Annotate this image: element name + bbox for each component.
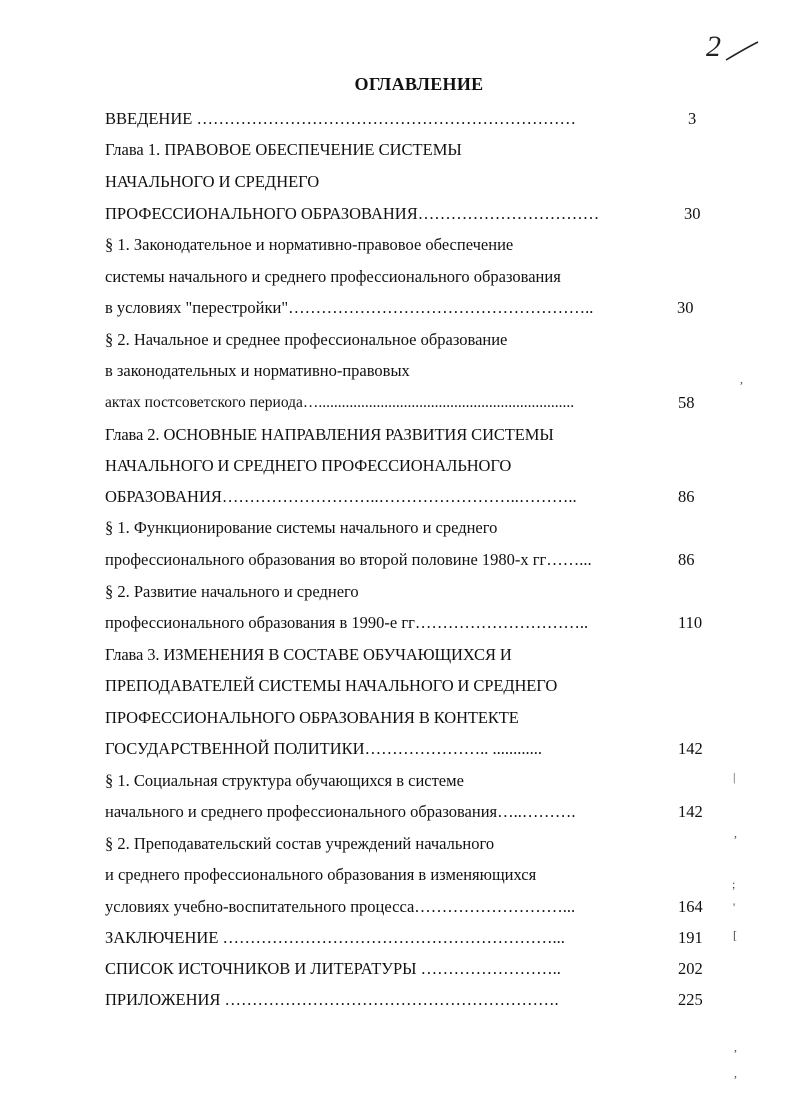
scan-mark: , bbox=[734, 1066, 737, 1080]
toc-line: НАЧАЛЬНОГО И СРЕДНЕГО ПРОФЕССИОНАЛЬНОГО bbox=[105, 456, 512, 475]
toc-line: § 2. Начальное и среднее профессиональное образование bbox=[105, 330, 508, 349]
scan-mark: [ bbox=[733, 928, 737, 942]
toc-line: § 1. Законодательное и нормативно-правовое обеспечение bbox=[105, 235, 514, 254]
toc-line: ВВЕДЕНИЕ …………………………………………………………… bbox=[105, 109, 576, 128]
toc-page: 86 bbox=[678, 487, 695, 506]
toc-line: системы начального и среднего профессионального образования bbox=[105, 267, 561, 286]
toc-line: профессионального образования в 1990-е гг………………………….. bbox=[105, 613, 589, 632]
toc-line: ПРИЛОЖЕНИЯ ……………………………………………………. bbox=[105, 990, 559, 1009]
toc-line: ЗАКЛЮЧЕНИЕ ……………………………………………………... bbox=[105, 928, 565, 947]
toc-line: СПИСОК ИСТОЧНИКОВ И ЛИТЕРАТУРЫ …………………….. bbox=[105, 959, 561, 978]
toc-line: Глава 3. ИЗМЕНЕНИЯ В СОСТАВЕ ОБУЧАЮЩИХСЯ И bbox=[105, 645, 512, 664]
toc-line: условиях учебно-воспитательного процесса………………………... bbox=[105, 897, 576, 916]
toc-page: 191 bbox=[678, 928, 703, 947]
scan-mark: ; bbox=[732, 877, 736, 891]
toc-line: в законодательных и нормативно-правовых bbox=[105, 361, 410, 380]
toc-page: 142 bbox=[678, 739, 703, 758]
scan-mark: , bbox=[734, 1040, 737, 1054]
toc-line: § 2. Преподавательский состав учреждений начального bbox=[105, 834, 495, 853]
toc-line: ПРОФЕССИОНАЛЬНОГО ОБРАЗОВАНИЯ…………………………… bbox=[105, 204, 600, 223]
toc-page: 225 bbox=[678, 990, 703, 1009]
toc-page: 142 bbox=[678, 802, 703, 821]
toc-line: § 1. Функционирование системы начального и среднего bbox=[105, 518, 498, 537]
page-title: ОГЛАВЛЕНИЕ bbox=[354, 74, 484, 94]
toc-line: и среднего профессионального образования в изменяющихся bbox=[105, 865, 537, 884]
toc-page: 58 bbox=[678, 393, 695, 412]
toc-line: § 1. Социальная структура обучающихся в системе bbox=[105, 771, 464, 790]
scan-mark: | bbox=[733, 770, 736, 784]
handwritten-stroke bbox=[724, 38, 760, 64]
scan-mark: ' bbox=[733, 900, 736, 914]
toc-line: Глава 1. ПРАВОВОЕ ОБЕСПЕЧЕНИЕ СИСТЕМЫ bbox=[105, 140, 462, 159]
toc-line: в условиях "перестройки"……………………………………………….. bbox=[105, 298, 594, 317]
toc-line: ГОСУДАРСТВЕННОЙ ПОЛИТИКИ………………….. ............ bbox=[105, 739, 542, 758]
toc-page: 3 bbox=[688, 109, 697, 128]
handwritten-page-number: 2 bbox=[706, 30, 721, 63]
toc-page: 30 bbox=[684, 204, 701, 223]
toc-line: ПРОФЕССИОНАЛЬНОГО ОБРАЗОВАНИЯ В КОНТЕКТЕ bbox=[105, 708, 519, 727]
toc-page: 86 bbox=[678, 550, 695, 569]
toc-page: 164 bbox=[678, 897, 703, 916]
toc-line: НАЧАЛЬНОГО И СРЕДНЕГО bbox=[105, 172, 320, 191]
toc-line: актах постсоветского периода….................................................................. bbox=[105, 394, 575, 411]
toc-line: ОБРАЗОВАНИЯ………………………..……………………..……….. bbox=[105, 487, 577, 506]
scan-mark: , bbox=[740, 372, 743, 386]
toc-line: § 2. Развитие начального и среднего bbox=[105, 582, 359, 601]
scan-mark: , bbox=[734, 826, 737, 840]
toc-page: 202 bbox=[678, 959, 703, 978]
toc-page: 30 bbox=[677, 298, 694, 317]
toc-line: профессионального образования во второй половине 1980-х гг……... bbox=[105, 550, 592, 569]
toc-line: Глава 2. ОСНОВНЫЕ НАПРАВЛЕНИЯ РАЗВИТИЯ СИСТЕМЫ bbox=[105, 425, 554, 444]
toc-line: ПРЕПОДАВАТЕЛЕЙ СИСТЕМЫ НАЧАЛЬНОГО И СРЕДНЕГО bbox=[105, 676, 558, 695]
toc-page: 110 bbox=[678, 613, 703, 632]
toc-line: начального и среднего профессионального образования…..………. bbox=[105, 802, 576, 821]
